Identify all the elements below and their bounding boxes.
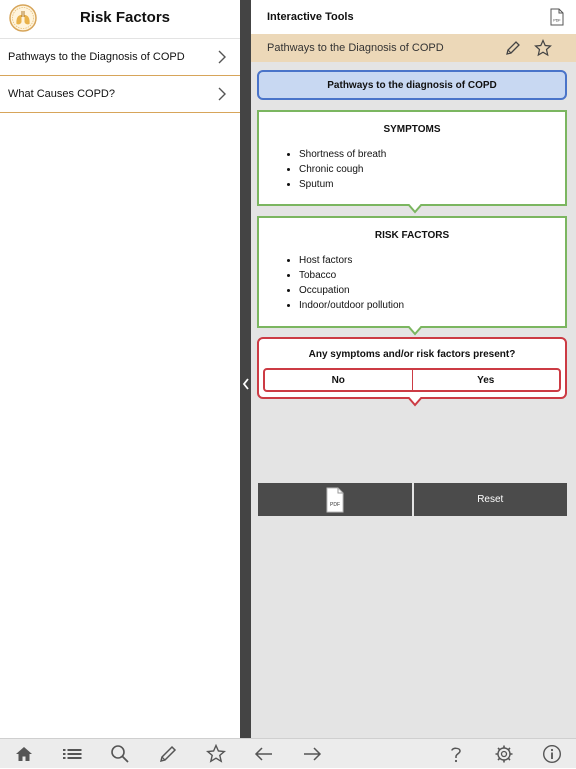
info-icon[interactable]: [542, 744, 562, 764]
no-button[interactable]: No: [331, 374, 345, 386]
back-arrow-icon[interactable]: [254, 744, 274, 764]
help-icon[interactable]: [446, 744, 466, 764]
subheader-bar: [251, 34, 576, 62]
symptom-item: • Shortness of breath: [299, 149, 565, 160]
right-header: [251, 0, 576, 34]
chevron-right-icon: [216, 87, 228, 101]
connector-arrow-icon: [408, 397, 422, 407]
risk-factors-heading: RISK FACTORS: [374, 230, 450, 241]
risk-factor-item: • Host factors: [299, 255, 565, 266]
bottom-toolbar: [0, 738, 576, 768]
risk-factors-box: [257, 216, 567, 328]
question-box: [257, 337, 567, 399]
star-icon[interactable]: [206, 744, 226, 764]
symptoms-heading: SYMPTOMS: [383, 124, 441, 135]
search-icon[interactable]: [110, 744, 130, 764]
home-icon[interactable]: [14, 744, 34, 764]
pencil-icon[interactable]: [158, 744, 178, 764]
forward-arrow-icon[interactable]: [302, 744, 322, 764]
pdf-icon-label: PDF: [553, 18, 561, 23]
settings-icon[interactable]: [494, 744, 514, 764]
yes-button[interactable]: Yes: [412, 370, 560, 390]
risk-factors-list: [259, 255, 565, 311]
symptoms-box: [257, 110, 567, 206]
pdf-button-label: PDF: [329, 501, 340, 508]
question-text: Any symptoms and/or risk factors present?: [308, 349, 516, 360]
subheader-title: Pathways to the Diagnosis of COPD: [267, 42, 444, 54]
flowchart-title: Pathways to the diagnosis of COPD: [327, 79, 497, 91]
pdf-export-button[interactable]: [258, 483, 412, 516]
answer-row: [263, 368, 561, 392]
symptoms-list: [259, 149, 565, 190]
pane-divider[interactable]: [240, 0, 251, 738]
reset-label: Reset: [477, 494, 504, 505]
list-item-pathways[interactable]: [0, 39, 240, 76]
risk-factor-item: • Indoor/outdoor pollution: [299, 300, 565, 311]
star-icon[interactable]: [534, 39, 552, 57]
pencil-icon[interactable]: [505, 40, 521, 56]
risk-factor-item: • Occupation: [299, 285, 565, 296]
connector-arrow-icon: [408, 326, 422, 336]
flowchart-title-box: [257, 70, 567, 100]
collapse-arrow-icon[interactable]: [242, 378, 250, 390]
list-item-label: What Causes COPD?: [8, 88, 115, 100]
left-title: Risk Factors: [79, 9, 171, 26]
connector-arrow-icon: [408, 204, 422, 214]
pdf-document-icon: [325, 487, 345, 513]
action-bar: [258, 483, 567, 516]
symptom-item: • Sputum: [299, 179, 565, 190]
left-header: [0, 0, 240, 39]
right-pane: [251, 0, 576, 738]
symptom-item: • Chronic cough: [299, 164, 565, 175]
right-title: Interactive Tools: [267, 11, 354, 23]
list-item-label: Pathways to the Diagnosis of COPD: [8, 51, 185, 63]
chevron-right-icon: [216, 50, 228, 64]
list-icon[interactable]: [62, 744, 82, 764]
list-item-causes[interactable]: [0, 76, 240, 113]
reset-button[interactable]: [414, 483, 568, 516]
risk-factor-item: • Tobacco: [299, 270, 565, 281]
left-pane: [0, 0, 240, 738]
pdf-document-icon[interactable]: [550, 8, 564, 26]
